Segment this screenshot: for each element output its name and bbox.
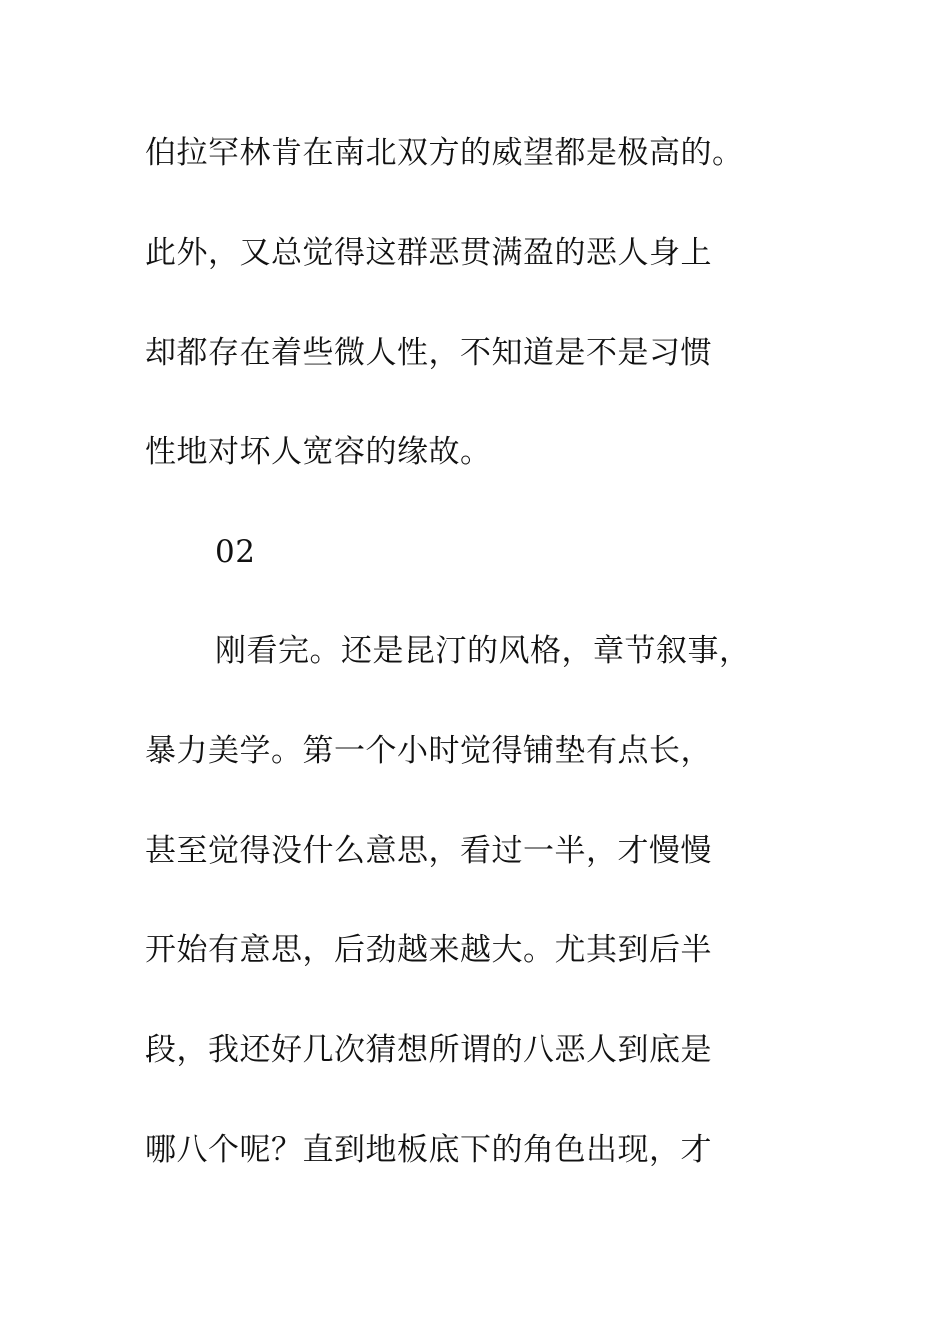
text-line: 开始有意思，后劲越来越大。尤其到后半 (145, 932, 712, 968)
text-line: 却都存在着些微人性，不知道是不是习惯 (145, 335, 712, 371)
text-line: 段，我还好几次猜想所谓的八恶人到底是 (145, 1032, 712, 1068)
text-line: 哪八个呢？直到地板底下的角色出现，才 (145, 1132, 712, 1168)
text-line: 甚至觉得没什么意思，看过一半，才慢慢 (145, 833, 712, 869)
text-line: 性地对坏人宽容的缘故。 (145, 434, 492, 470)
section-number: 02 (215, 534, 256, 570)
text-line: 伯拉罕林肯在南北双方的威望都是极高的。 (145, 135, 744, 171)
text-line: 暴力美学。第一个小时觉得铺垫有点长， (145, 733, 712, 769)
text-line: 此外，又总觉得这群恶贯满盈的恶人身上 (145, 235, 712, 271)
paragraph-first-line: 刚看完。还是昆汀的风格，章节叙事， (215, 633, 751, 669)
